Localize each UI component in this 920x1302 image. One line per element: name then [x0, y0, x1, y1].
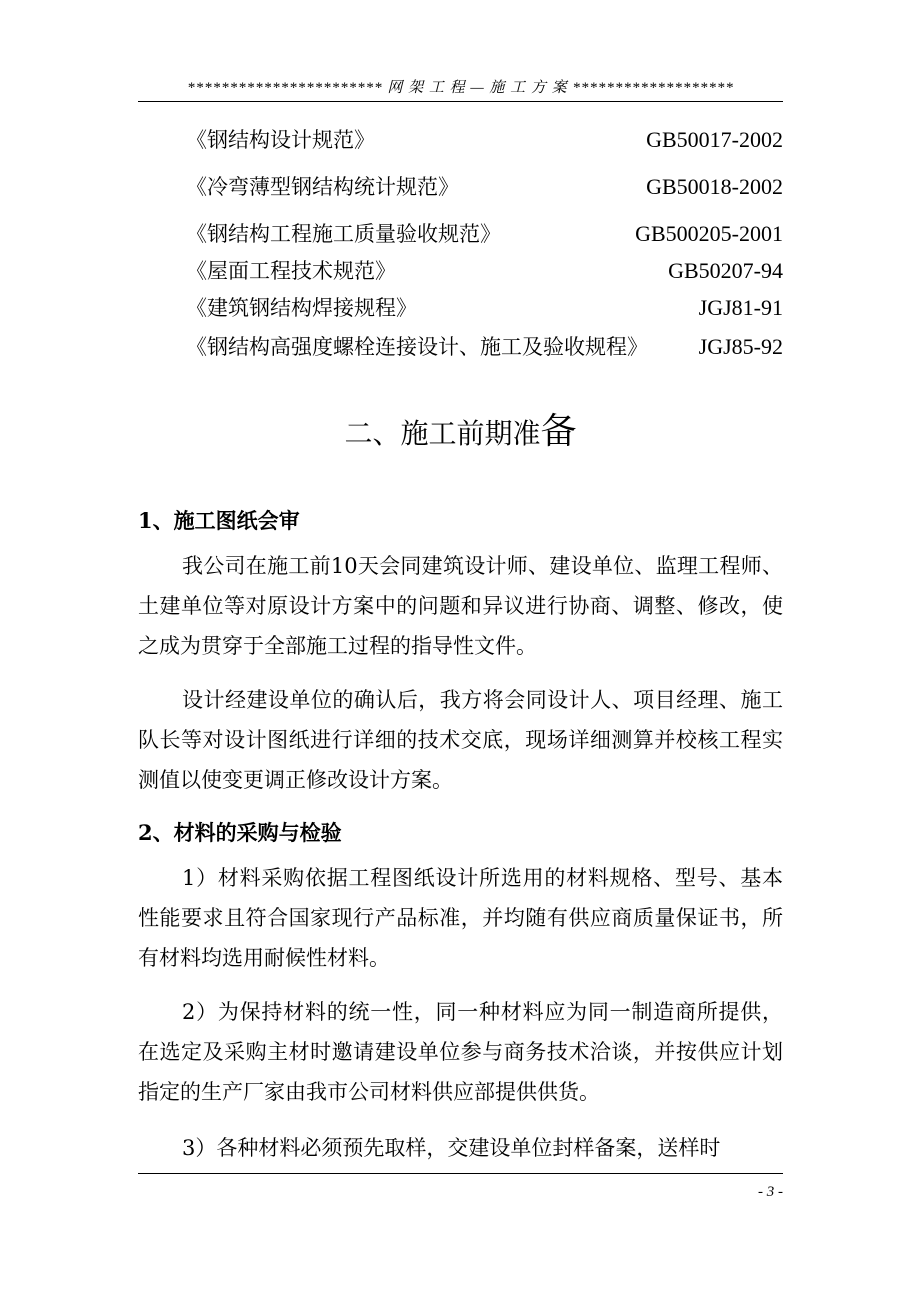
reference-code: GB50017-2002 — [646, 127, 783, 152]
reference-title: 《钢结构工程施工质量验收规范》 — [186, 222, 501, 246]
reference-item — [186, 293, 783, 323]
paragraph: 1）材料采购依据工程图纸设计所选用的材料规格、型号、基本性能要求且符合国家现行产品标准，并均随有供应商质量保证书，所有材料均选用耐候性材料。 — [138, 866, 783, 970]
reference-title: 《屋面工程技术规范》 — [186, 259, 396, 283]
header-divider — [138, 101, 783, 102]
paragraph: 3）各种材料必须预先取样，交建设单位封样备案，送样时 — [182, 1136, 721, 1160]
footer-divider — [138, 1173, 783, 1174]
reference-item — [186, 219, 783, 249]
section-title-main: 二、施工前期准 — [344, 417, 541, 450]
paragraph: 设计经建设单位的确认后，我方将会同设计人、项目经理、施工队长等对设计图纸进行详细的技术交底，现场详细测算并校核工程实测值以使变更调正修改设计方案。 — [138, 688, 783, 792]
subsection-heading: 2、材料的采购与检验 — [138, 820, 342, 845]
reference-title: 《钢结构高强度螺栓连接设计、施工及验收规程》 — [186, 335, 648, 359]
subsection-heading: 1、施工图纸会审 — [138, 508, 300, 533]
reference-item — [186, 125, 783, 155]
reference-code: GB50207-94 — [668, 258, 783, 283]
running-header: *********************** 网 架 工 程 — 施 工 方 案 ******************* — [187, 80, 734, 96]
reference-code: JGJ81-91 — [698, 295, 783, 320]
page-number: - 3 - — [758, 1184, 783, 1200]
reference-item — [186, 332, 783, 362]
reference-item — [186, 172, 783, 202]
reference-code: GB50018-2002 — [646, 174, 783, 199]
reference-title: 《钢结构设计规范》 — [186, 128, 375, 152]
section-title-last-char: 备 — [540, 411, 577, 452]
reference-title: 《冷弯薄型钢结构统计规范》 — [186, 175, 459, 199]
reference-code: JGJ85-92 — [698, 334, 783, 359]
reference-title: 《建筑钢结构焊接规程》 — [186, 296, 417, 320]
section-title — [138, 410, 783, 456]
reference-item — [186, 256, 783, 286]
paragraph: 我公司在施工前10天会同建筑设计师、建设单位、监理工程师、土建单位等对原设计方案中的问题和异议进行协商、调整、修改，使之成为贯穿于全部施工过程的指导性文件。 — [138, 554, 783, 658]
reference-code: GB500205-2001 — [635, 221, 783, 246]
paragraph: 2）为保持材料的统一性，同一种材料应为同一制造商所提供，在选定及采购主材时邀请建设单位参与商务技术洽谈，并按供应计划指定的生产厂家由我市公司材料供应部提供供货。 — [138, 1000, 783, 1104]
